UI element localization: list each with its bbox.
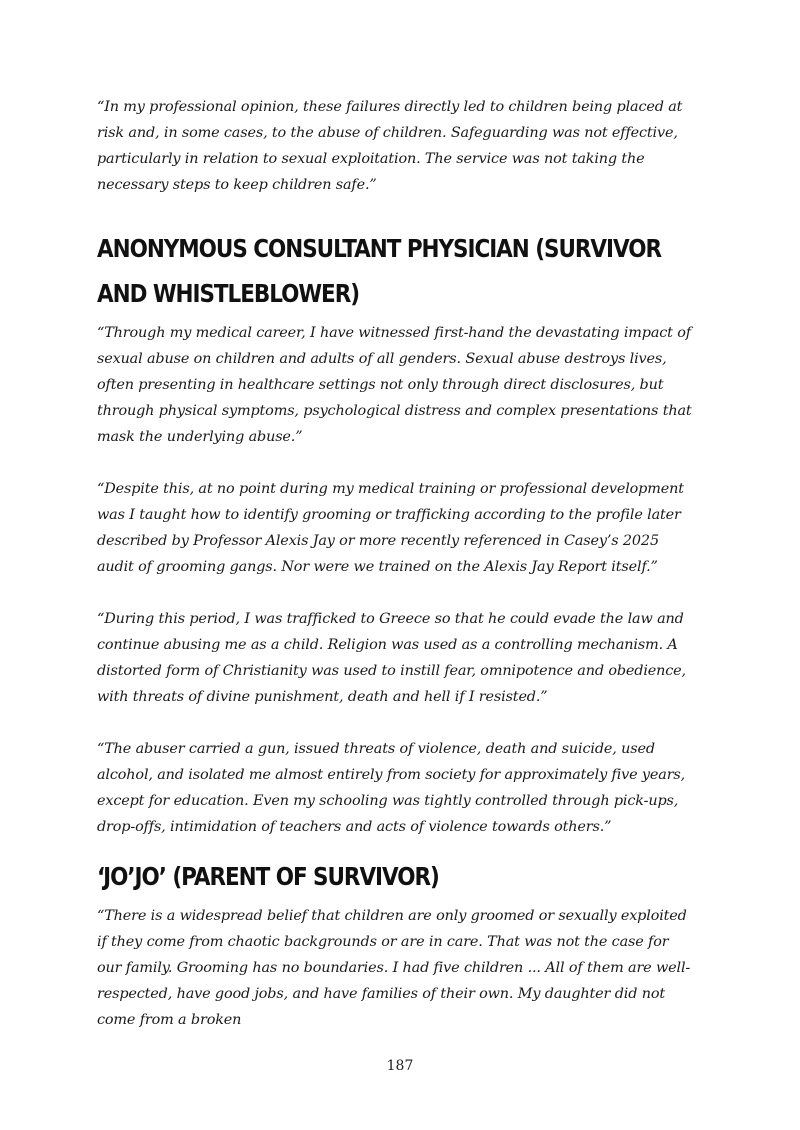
document-page [97, 94, 697, 1033]
quote-paragraph: “Through my medical career, I have witnessed first-hand the devastating impact of sexual abuse on children and adults of all genders. Sexual abuse destroys lives, often presenting in healthcare settings not only through direct disclosures, but through physical symptoms, psychological distress and complex presentations that mask the underlying abuse.” [97, 325, 692, 445]
section-heading-physician: ANONYMOUS CONSULTANT PHYSICIAN (SURVIVOR AND WHISTLEBLOWER) [97, 234, 661, 308]
quote-paragraph: “There is a widespread belief that children are only groomed or sexually exploited if they come from chaotic backgrounds or are in care. That was not the case for our family. Grooming has no boundaries. I had five children ... All of them are well-respected, have good jobs, and have families of their own. My daughter did not come from a broken [97, 908, 691, 1028]
page-number: 187 [386, 1058, 414, 1074]
quote-paragraph: “In my professional opinion, these failures directly led to children being placed at risk and, in some cases, to the abuse of children. Safeguarding was not effective, particularly in relation to sexual exploitation. The service was not taking the necessary steps to keep children safe.” [97, 99, 683, 193]
section-heading-jojo: ‘JO’JO’ (PARENT OF SURVIVOR) [97, 862, 439, 891]
quote-paragraph: “Despite this, at no point during my medical training or professional development was I taught how to identify grooming or trafficking according to the profile later described by Professor Alexis Jay or more recently referenced in Casey’s 2025 audit of grooming gangs. Nor were we trained on the Alexis Jay Report itself.” [97, 481, 684, 575]
quote-paragraph: “The abuser carried a gun, issued threats of violence, death and suicide, used alcohol, and isolated me almost entirely from society for approximately five years, except for education. Even my schooling was tightly controlled through pick-ups, drop-offs, intimidation of teachers and acts of violence towards others.” [97, 741, 686, 835]
quote-paragraph: “During this period, I was trafficked to Greece so that he could evade the law and continue abusing me as a child. Religion was used as a controlling mechanism. A distorted form of Christianity was used to instill fear, omnipotence and obedience, with threats of divine punishment, death and hell if I resisted.” [97, 611, 686, 705]
